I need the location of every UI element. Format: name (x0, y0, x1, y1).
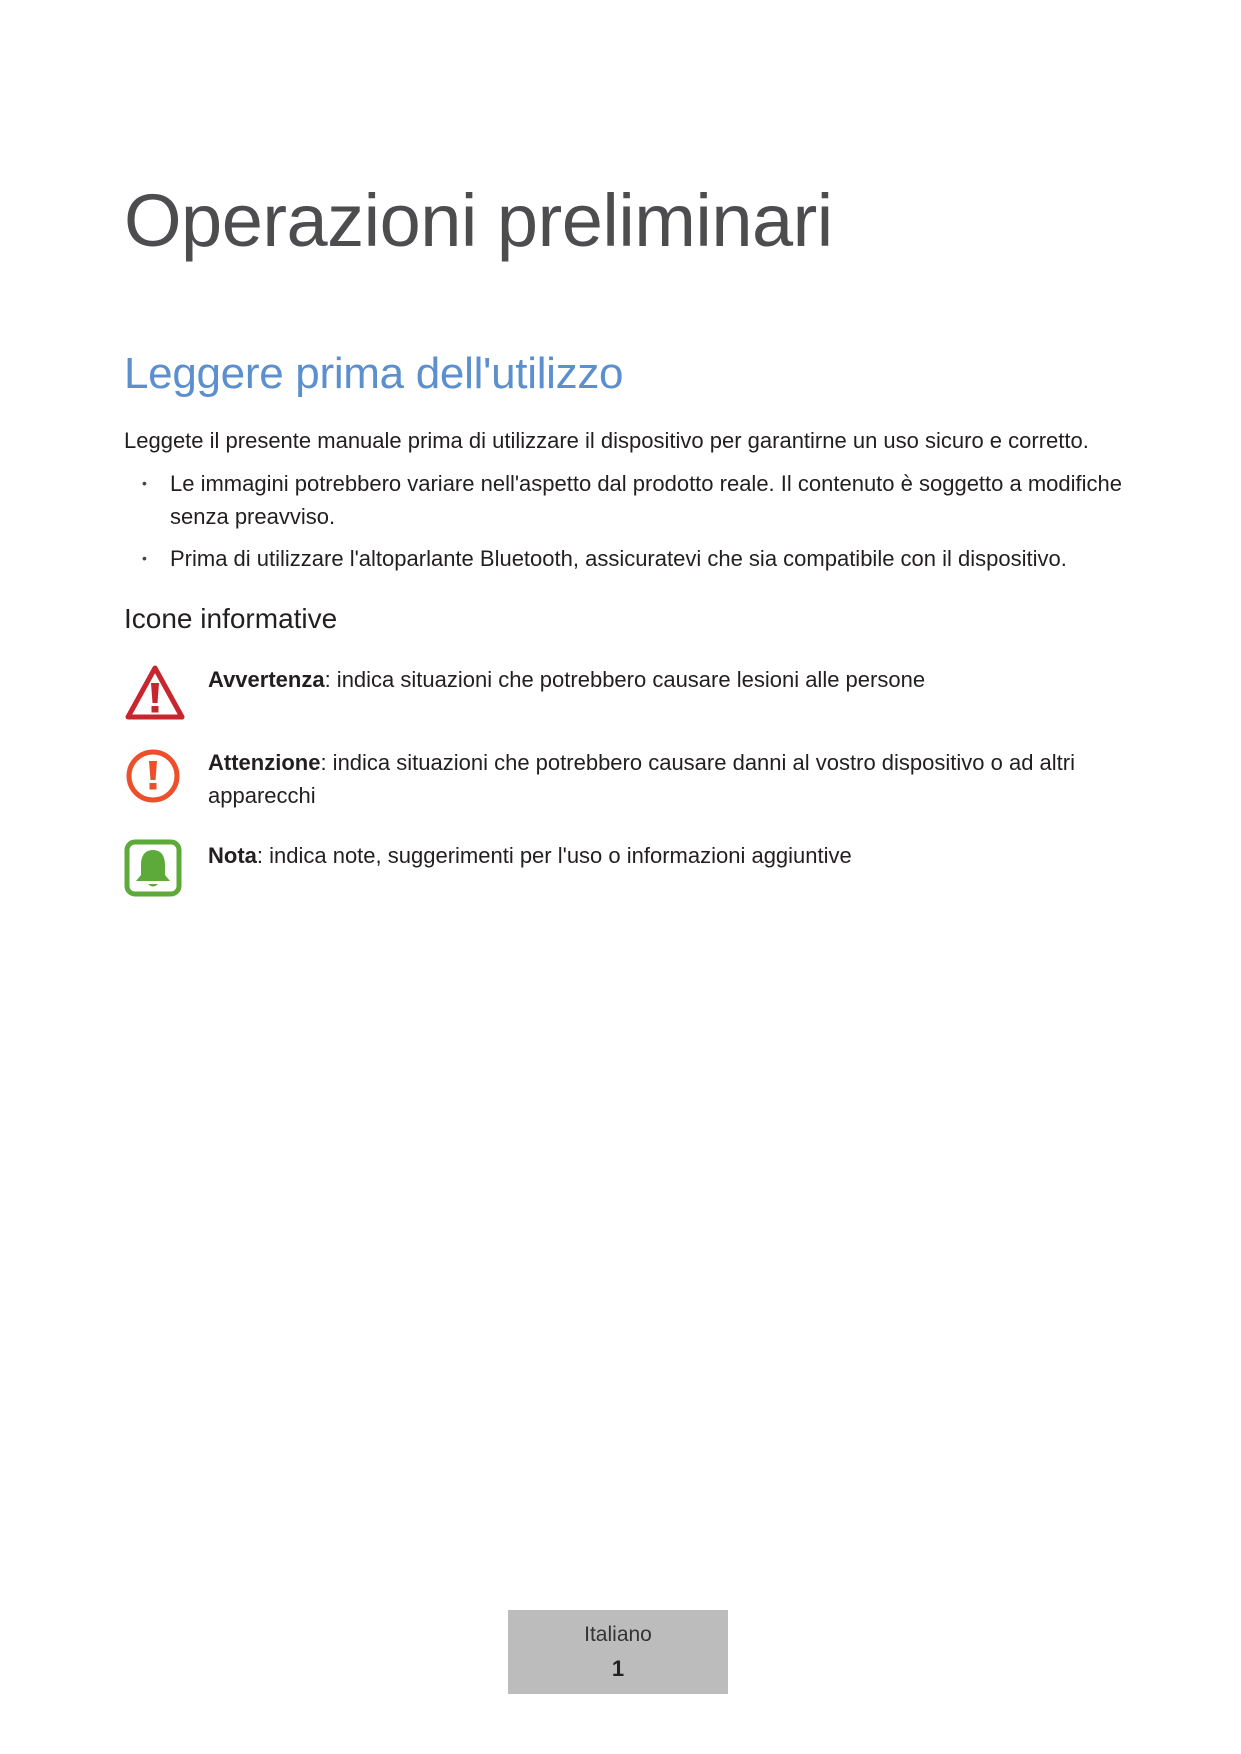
info-term: Attenzione (208, 750, 321, 775)
info-text (208, 839, 1108, 872)
info-description: : indica note, suggerimenti per l'uso o informazioni aggiuntive (256, 843, 852, 868)
intro-paragraph: Leggete il presente manuale prima di utilizzare il dispositivo per garantirne un uso sicuro e corretto. (124, 428, 1089, 453)
bullet-dot-icon: • (142, 550, 147, 566)
bullet-text: Prima di utilizzare l'altoparlante Bluetooth, assicuratevi che sia compatibile con il dispositivo. (170, 546, 1067, 571)
caution-circle-icon (124, 746, 186, 808)
page-number: 1 (611, 1656, 625, 1681)
note-bell-icon (124, 839, 186, 901)
warning-triangle-icon (124, 663, 186, 725)
page-footer (508, 1610, 728, 1694)
info-description: : indica situazioni che potrebbero causare danni al vostro dispositivo o ad altri apparecchi (208, 750, 1075, 808)
subsection-title: Icone informative (124, 603, 338, 634)
bullet-dot-icon: • (142, 475, 147, 491)
section-title: Leggere prima dell'utilizzo (124, 349, 624, 398)
info-term: Avvertenza (208, 667, 325, 692)
bullet-item (124, 467, 1124, 533)
bullet-item (124, 542, 1124, 575)
info-text (208, 663, 1108, 696)
chapter-title: Operazioni preliminari (124, 179, 833, 262)
bullet-list (124, 467, 1124, 584)
footer-language: Italiano (584, 1623, 652, 1646)
bullet-text: Le immagini potrebbero variare nell'aspetto dal prodotto reale. Il contenuto è soggetto a modifiche senza preavviso. (170, 471, 1123, 529)
info-description: : indica situazioni che potrebbero causare lesioni alle persone (324, 667, 926, 692)
info-term: Nota (208, 843, 257, 868)
info-text (208, 746, 1108, 812)
